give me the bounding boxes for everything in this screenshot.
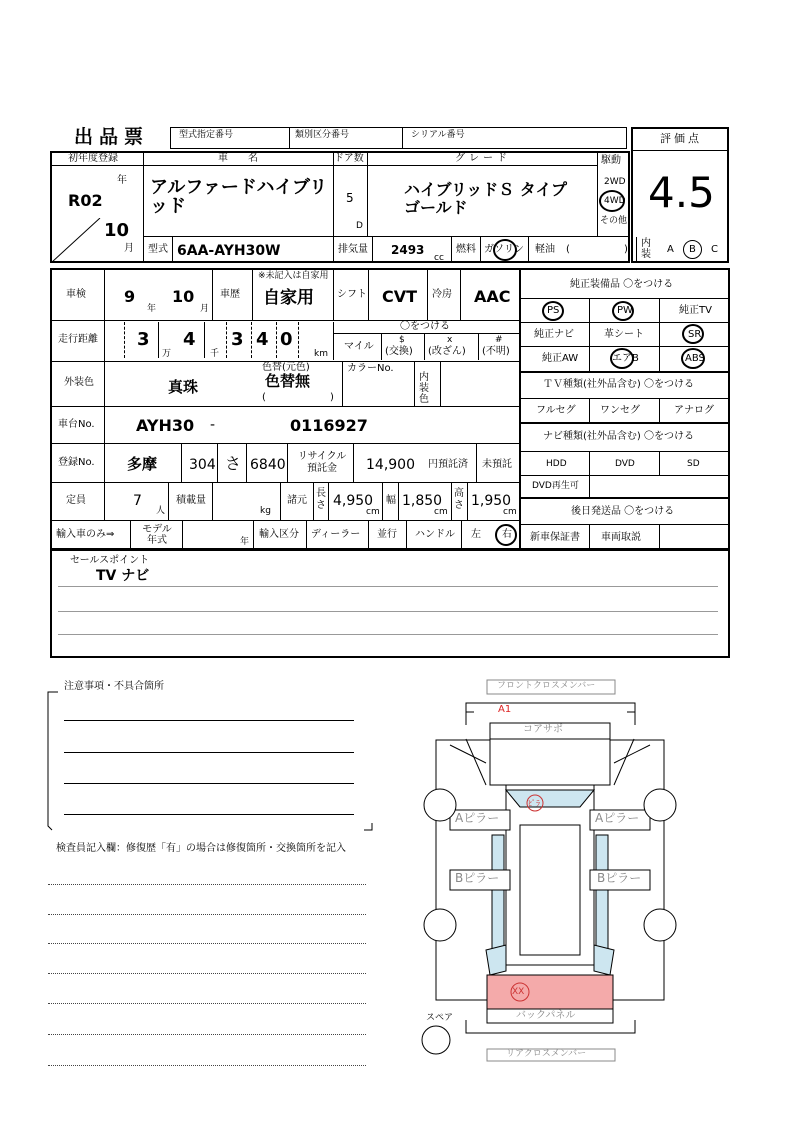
- mark-a1: A1: [498, 704, 512, 715]
- b-pillar-right-label: Bピラー: [597, 871, 642, 885]
- history-value: 自家用: [263, 288, 314, 308]
- later-title: 後日発送品 〇をつける: [571, 506, 675, 517]
- notes-bracket: [46, 690, 376, 840]
- score-label: 評価点: [660, 132, 702, 145]
- equip-tv: 純正TV: [679, 305, 712, 316]
- recycle-pending: 未預託: [482, 459, 512, 470]
- color-change-paren-close: ): [330, 392, 334, 403]
- interior-b-circle: [683, 240, 702, 259]
- notes-label: 注意事項・不具合箇所: [64, 681, 164, 692]
- right-label: 右: [502, 529, 512, 540]
- color-value: 真珠: [168, 378, 199, 396]
- model-value: 6AA-AYH30W: [177, 243, 281, 259]
- length-unit: cm: [366, 507, 380, 517]
- interior-b: B: [689, 244, 696, 255]
- doors-label: ドア数: [334, 153, 364, 164]
- equip-airbag-circle: [610, 348, 634, 369]
- mileage-digit-2: 4: [183, 329, 196, 350]
- inspection-month-unit: 月: [200, 304, 210, 314]
- doors-value: 5: [346, 191, 354, 205]
- color-change-value: 色替無: [265, 372, 311, 390]
- model-year-label: モデル年式: [142, 524, 172, 546]
- front-member-label: フロントクロスメンバー: [497, 681, 596, 691]
- reg-kana: さ: [225, 454, 242, 473]
- mileage-digit-3: 3: [231, 329, 244, 350]
- later-manual: 車両取説: [601, 532, 641, 543]
- interior-c: C: [711, 244, 718, 255]
- interior-a: A: [667, 244, 674, 255]
- color-change-paren-open: (: [262, 392, 266, 403]
- chassis-label: 車台No.: [58, 419, 95, 430]
- history-note: ※未記入は自家用: [258, 271, 329, 281]
- navi-sd: SD: [687, 459, 700, 469]
- model-label: 型式: [148, 244, 168, 255]
- equip-pw-circle: [612, 301, 634, 321]
- diesel-label: 軽油: [535, 244, 555, 255]
- chassis-prefix: AYH30: [136, 416, 195, 435]
- color-no-label: カラーNo.: [347, 363, 394, 374]
- interior-color-label: 内装色: [419, 372, 429, 405]
- parallel-label: 並行: [377, 529, 397, 540]
- exchange-label: (交換): [385, 346, 413, 357]
- inspection-label: 車検: [66, 289, 86, 300]
- shift-value: CVT: [382, 287, 418, 306]
- shift-label: シフト: [337, 289, 367, 300]
- model-year-unit: 年: [240, 537, 250, 547]
- later-warranty: 新車保証書: [530, 532, 580, 543]
- drive-label: 駆動: [601, 155, 621, 166]
- navi-dvd: DVD: [615, 459, 635, 469]
- inspection-year: 9: [124, 287, 136, 306]
- back-panel-label: バックパネル: [516, 1010, 576, 1021]
- equip-aw: 純正AW: [542, 353, 579, 364]
- dims-label: 諸元: [287, 495, 307, 506]
- recycle-value: 14,900: [366, 457, 415, 473]
- fuel-value: ガソリン: [484, 244, 524, 255]
- color-change-label: 色替(元色): [262, 362, 310, 373]
- navi-dvd-play: DVD再生可: [532, 481, 579, 491]
- mileage-label: 走行距離: [58, 334, 98, 345]
- equip-ps: PS: [547, 305, 560, 316]
- model-designation-label: 型式指定番号: [179, 130, 234, 140]
- drive-2wd: 2WD: [604, 177, 626, 187]
- sales-point-text: TV ナビ: [96, 568, 150, 584]
- inspection-year-unit: 年: [147, 304, 157, 314]
- reg-area: 多摩: [127, 455, 158, 473]
- recycle-deposited: 円預託済: [428, 459, 468, 470]
- width-label: 幅: [386, 495, 396, 506]
- navi-hdd: HDD: [546, 459, 567, 469]
- first-reg-month-unit: 月: [124, 243, 134, 254]
- left-label: 左: [471, 529, 481, 540]
- equip-abs-circle: [681, 348, 705, 369]
- serial-box: [402, 127, 627, 149]
- displacement-label: 排気量: [338, 244, 368, 255]
- length-value: 4,950: [333, 493, 374, 509]
- a-pillar-right-label: Aピラー: [595, 811, 640, 825]
- import-only-label: 輸入車のみ⇒: [56, 529, 115, 540]
- spare-label: スペア: [426, 1013, 454, 1023]
- height-label: 高さ: [454, 488, 464, 511]
- name-label: 車 名: [218, 153, 258, 164]
- load-unit: kg: [260, 506, 271, 516]
- sales-point-box: [50, 548, 730, 658]
- width-value: 1,850: [402, 493, 443, 509]
- mile-label: マイル: [344, 341, 374, 352]
- mileage-man-unit: 万: [162, 349, 172, 359]
- reg-no: 6840: [250, 457, 286, 473]
- rear-member-label: リアクロスメンバー: [506, 1049, 587, 1059]
- equip-sr: SR: [688, 329, 702, 340]
- capacity-value: 7: [133, 493, 142, 509]
- unknown-label: (不明): [482, 346, 510, 357]
- mileage-circle-note: 〇をつける: [400, 321, 450, 332]
- mileage-sen-unit: 千: [210, 349, 220, 359]
- mileage-digit-1: 3: [137, 329, 150, 350]
- equip-airbag: エアB: [612, 353, 639, 364]
- interior-label: 内装: [641, 238, 651, 260]
- category-box: [289, 127, 403, 149]
- drive-4wd: 4WD: [604, 196, 626, 206]
- altered-label: (改ざん): [428, 346, 466, 357]
- mark-top: ﾋﾟﾗ: [528, 799, 540, 808]
- height-value: 1,950: [471, 493, 512, 509]
- equip-leather: 革シート: [604, 329, 644, 340]
- load-label: 積載量: [176, 495, 206, 506]
- a-pillar-left-label: Aピラー: [455, 811, 500, 825]
- equipment-title: 純正装備品 〇をつける: [570, 279, 674, 290]
- first-reg-divider: [52, 218, 144, 262]
- mileage-digit-5: 0: [280, 329, 293, 350]
- model-designation-box: [170, 127, 290, 149]
- width-unit: cm: [434, 507, 448, 517]
- reg-class: 304: [189, 457, 216, 473]
- reg-label: 登録No.: [58, 457, 95, 468]
- first-reg-year: R02: [68, 191, 103, 210]
- sales-point-label: セールスポイント: [70, 555, 150, 566]
- doors-unit: D: [356, 221, 363, 231]
- diesel-paren-open: (: [566, 244, 570, 255]
- grade-value: ハイブリッドＳ タイプゴールド: [404, 180, 568, 217]
- page-title: 出品票: [74, 126, 150, 148]
- ac-value: AAC: [474, 287, 511, 306]
- equip-ps-circle: [542, 301, 564, 321]
- inspector-label: 検査員記入欄：修復歴「有」の場合は修復箇所・交換箇所を記入: [56, 843, 346, 854]
- import-class-label: 輸入区分: [259, 529, 299, 540]
- vehicle-name: アルファードハイブリッド: [150, 177, 328, 217]
- drive-4wd-circle: [599, 190, 625, 212]
- mileage-digit-4: 4: [256, 329, 269, 350]
- grade-label: グレード: [455, 153, 511, 164]
- equip-pw: PW: [617, 305, 633, 316]
- navi-title: ナビ種類(社外品含む) 〇をつける: [543, 431, 694, 442]
- right-circle: [495, 524, 517, 546]
- history-label: 車歴: [220, 289, 240, 300]
- fuel-label: 燃料: [456, 244, 476, 255]
- exchange-sym: $: [399, 335, 405, 345]
- inspection-month: 10: [172, 287, 195, 306]
- serial-label: シリアル番号: [411, 130, 465, 140]
- drive-other: その他: [600, 216, 628, 226]
- mileage-km-unit: km: [314, 349, 328, 359]
- tv-title: ＴＶ種類(社外品含む) 〇をつける: [543, 379, 694, 390]
- equip-abs: ABS: [685, 353, 705, 364]
- length-label: 長さ: [316, 488, 326, 511]
- dealer-label: ディーラー: [311, 529, 361, 540]
- recycle-label: リサイクル預託金: [297, 451, 347, 474]
- equip-navi: 純正ナビ: [534, 329, 574, 340]
- first-reg-label: 初年度登録: [68, 153, 118, 164]
- score-value: 4.5: [648, 168, 715, 217]
- capacity-label: 定員: [66, 495, 86, 506]
- handle-label: ハンドル: [415, 529, 455, 540]
- color-label: 外装色: [64, 377, 94, 388]
- displacement-unit: cc: [434, 253, 444, 263]
- unknown-sym: #: [495, 335, 503, 345]
- first-reg-month: 10: [104, 220, 130, 241]
- tv-analog: アナログ: [674, 405, 714, 416]
- diesel-paren-close: ): [624, 244, 628, 255]
- displacement-value: 2493: [391, 243, 425, 257]
- b-pillar-left-label: Bピラー: [455, 871, 500, 885]
- chassis-no: 0116927: [290, 416, 368, 435]
- category-label: 類別区分番号: [295, 130, 350, 140]
- ac-label: 冷房: [432, 289, 452, 300]
- first-reg-year-unit: 年: [117, 175, 127, 186]
- fuel-circle: [493, 239, 517, 261]
- capacity-unit: 人: [156, 506, 166, 516]
- tv-oneseg: ワンセグ: [600, 405, 640, 416]
- equip-sr-circle: [682, 324, 704, 344]
- tv-fullseg: フルセグ: [536, 405, 576, 416]
- height-unit: cm: [503, 507, 517, 517]
- altered-sym: x: [447, 335, 453, 345]
- core-support-label: コアサポ: [523, 724, 563, 735]
- chassis-dash: -: [210, 417, 216, 433]
- mark-xx: XX: [512, 987, 525, 997]
